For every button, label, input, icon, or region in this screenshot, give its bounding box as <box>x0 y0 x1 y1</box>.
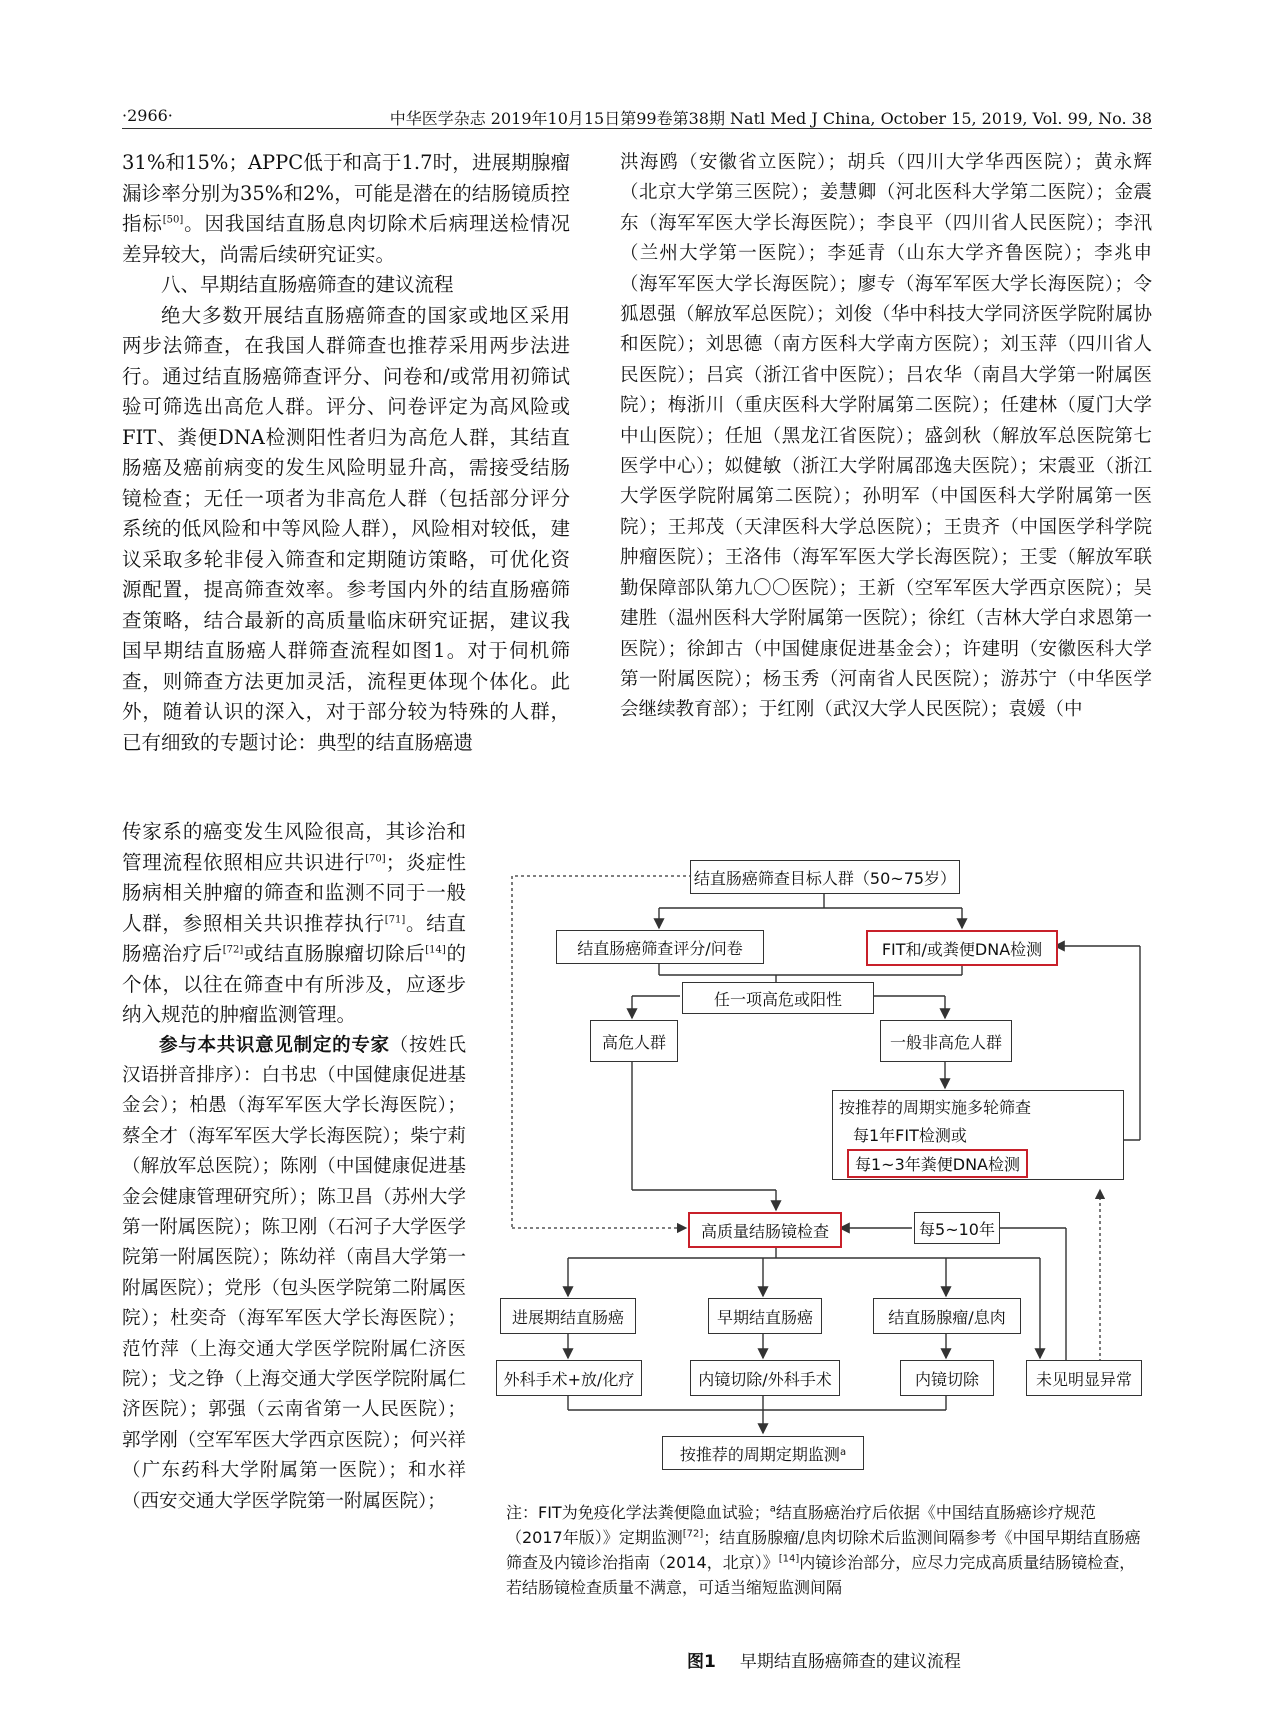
node-interval: 每5~10年 <box>914 1212 1000 1244</box>
node-advanced-crc: 进展期结直肠癌 <box>500 1298 636 1334</box>
node-high-risk: 高危人群 <box>590 1020 678 1062</box>
node-non-high-risk: 一般非高危人群 <box>880 1020 1012 1062</box>
page-number: ·2966· <box>122 106 173 125</box>
reference[interactable]: [72] <box>222 944 244 956</box>
reference[interactable]: [70] <box>365 853 386 864</box>
node-adenoma-polyp: 结直肠腺瘤/息肉 <box>873 1298 1021 1334</box>
reference[interactable]: [50] <box>162 214 184 226</box>
left-column <box>122 148 570 758</box>
node-no-abnormality: 未见明显异常 <box>1026 1360 1142 1396</box>
reference[interactable]: [72] <box>682 1528 704 1540</box>
running-header <box>122 104 1152 129</box>
paragraph: 传家系的癌变发生风险很高，其诊治和管理流程依照相应共识进行[70]；炎症性肠病相关肿瘤的筛查和监测不同于一般人群，参照相关共识推荐执行[71]。结直肠癌治疗后[72]或结直肠腺瘤切除后[14]的个体，以往在筛查中有所涉及，应逐步纳入规范的肿瘤监测管理。 <box>122 820 466 1026</box>
reference[interactable]: [71] <box>384 914 406 925</box>
node-target-population: 结直肠癌筛查目标人群（50~75岁） <box>690 860 960 894</box>
narrow-column <box>122 817 466 1517</box>
figure-title: 早期结直肠癌筛查的建议流程 <box>739 1652 961 1672</box>
node-score-questionnaire: 结直肠癌筛查评分/问卷 <box>556 930 764 964</box>
journal-citation: 中华医学杂志 2019年10月15日第99卷第38期 Natl Med J China, October 15, 2019, Vol. 99, No. 38 <box>389 109 1152 128</box>
node-surveillance: 按推荐的周期定期监测 a <box>662 1436 864 1470</box>
figure-note: 注：FIT为免疫化学法粪便隐血试验；$^a$结直肠癌治疗后依据《中国结直肠癌诊疗规范（2017年版）》定期监测[72]；结直肠腺瘤/息肉切除术后监测间隔参考《中国早期结直肠癌筛查及内镜诊治指南（2014，北京）》[14]内镜诊治部分，应尽力完成高质量结肠镜检查，若结肠镜检查质量不满意，可适当缩短监测间隔 <box>506 1503 1141 1597</box>
node-colonoscopy: 高质量结肠镜检查 <box>688 1212 842 1248</box>
node-multi-round-screening: 按推荐的周期实施多轮筛查 每1年FIT检测或 每1~3年粪便DNA检测 <box>832 1090 1124 1180</box>
node-endo-surgery: 内镜切除/外科手术 <box>690 1360 840 1396</box>
experts-list-continued: 洪海鸥（安徽省立医院）；胡兵（四川大学华西医院）；黄永辉（北京大学第三医院）；姜慧卿（河北医科大学第二医院）；金震东（海军军医大学长海医院）；李良平（四川省人民医院）；李汛（兰州大学第一医院）；李延青（山东大学齐鲁医院）；李兆申（海军军医大学长海医院）；廖专（海军军医大学长海医院）；令狐恩强（解放军总医院）；刘俊（华中科技大学同济医学院附属协和医院）；刘思德（南方医科大学南方医院）；刘玉萍（四川省人民医院）；吕宾（浙江省中医院）；吕农华（南昌大学第一附属医院）；梅浙川（重庆医科大学附属第二医院）；任建林（厦门大学中山医院）；任旭（黑龙江省医院）；盛剑秋（解放军总医院第七医学中心）；姒健敏（浙江大学附属邵逸夫医院）；宋震亚（浙江大学医学院附属第二医院）；孙明军（中国医科大学附属第一医院）；王邦茂（天津医科大学总医院）；王贵齐（中国医学科学院肿瘤医院）；王洛伟（海军军医大学长海医院）；王雯（解放军联勤保障部队第九〇〇医院）；王新（空军军医大学西京医院）；吴建胜（温州医科大学附属第一医院）；徐红（吉林大学白求恩第一医院）；徐卸古（中国健康促进基金会）；许建明（安徽医科大学第一附属医院）；杨玉秀（河南省人民医院）；游苏宁（中华医学会继续教育部）；于红刚（武汉大学人民医院）；袁媛（中 <box>620 152 1152 721</box>
node-endoscopic-resection: 内镜切除 <box>900 1360 994 1396</box>
node-fit-dna-test: FIT和/或粪便DNA检测 <box>866 930 1058 966</box>
footnote-mark: a <box>769 1503 776 1515</box>
node-early-crc: 早期结直肠癌 <box>708 1298 822 1334</box>
section-heading: 八、早期结直肠癌筛查的建议流程 <box>161 273 454 296</box>
experts-list: 参与本共识意见制定的专家（按姓氏汉语拼音排序）：白书忠（中国健康促进基金会）；柏愚（海军军医大学长海医院）；蔡全才（海军军医大学长海医院）；柴宁莉（解放军总医院）；陈刚（中国健康促进基金会健康管理研究所）；陈卫昌（苏州大学第一附属医院）；陈卫刚（石河子大学医学院第一附属医院）；陈幼祥（南昌大学第一附属医院）；党彤（包头医学院第二附属医院）；杜奕奇（海军军医大学长海医院）；范竹萍（上海交通大学医学院附属仁济医院）；戈之铮（上海交通大学医学院附属仁济医院）；郭强（云南省第一人民医院）；郭学刚（空军军医大学西京医院）；何兴祥（广东药科大学附属第一医院）；和水祥（西安交通大学医学院第一附属医院）； <box>122 1034 466 1512</box>
node-surgery-chemo: 外科手术+放/化疗 <box>496 1360 642 1396</box>
right-column <box>620 148 1152 726</box>
dna-interval-highlight: 每1~3年粪便DNA检测 <box>847 1149 1028 1178</box>
figure-number: 图1 <box>687 1652 716 1672</box>
node-any-positive: 任一项高危或阳性 <box>682 982 874 1014</box>
paragraph: 31%和15%；APPC低于和高于1.7时，进展期腺瘤漏诊率分别为35%和2%，可能是潜在的结肠镜质控指标[50]。因我国结直肠息肉切除术后病理送检情况差异较大，尚需后续研究证实。 <box>122 151 570 266</box>
figure-caption <box>687 1647 961 1672</box>
paragraph: 绝大多数开展结直肠癌筛查的国家或地区采用两步法筛查，在我国人群筛查也推荐采用两步法进行。通过结直肠癌筛查评分、问卷和/或常用初筛试验可筛选出高危人群。评分、问卷评定为高风险或FIT、粪便DNA检测阳性者归为高危人群，其结直肠癌及癌前病变的发生风险明显升高，需接受结肠镜检查；无任一项者为非高危人群（包括部分评分系统的低风险和中等风险人群），风险相对较低，建议采取多轮非侵入筛查和定期随访策略，可优化资源配置，提高筛查效率。参考国内外的结直肠癌筛查策略，结合最新的高质量临床研究证据，建议我国早期结直肠癌人群筛查流程如图1。对于伺机筛查，则筛查方法更加灵活，流程更体现个体化。此外，随着认识的深入，对于部分较为特殊的人群，已有细致的专题讨论：典型的结直肠癌遗 <box>122 303 570 754</box>
reference[interactable]: [14] <box>425 944 446 956</box>
reference[interactable]: [14] <box>778 1553 800 1565</box>
